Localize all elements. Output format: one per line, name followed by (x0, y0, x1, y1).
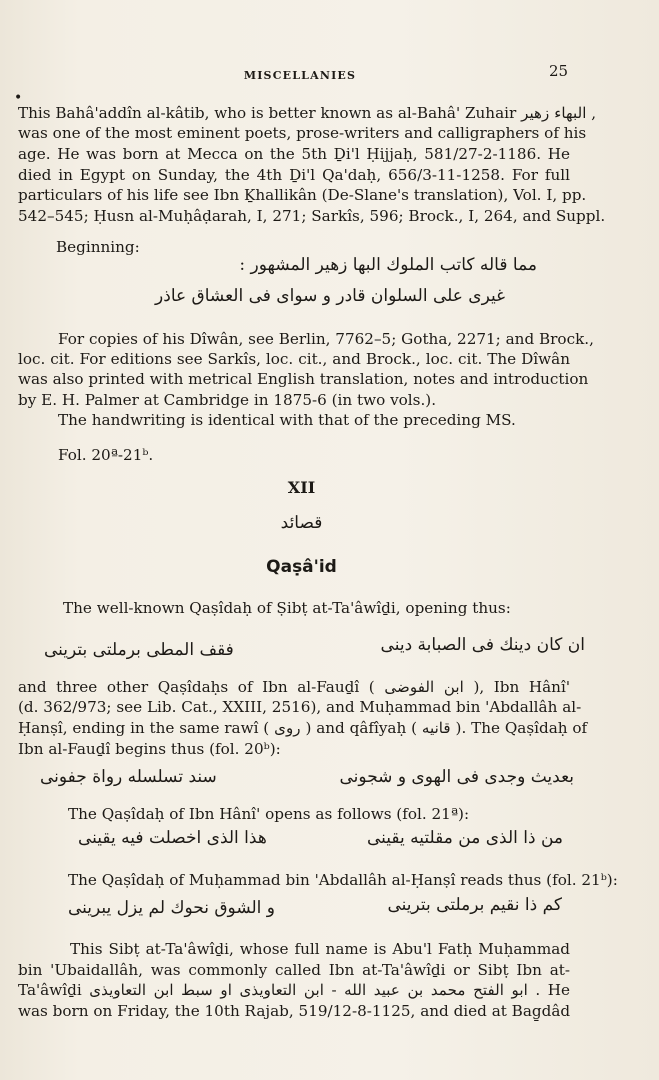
section-title: Qaṣâ'id (266, 557, 337, 577)
intro3-line: The Qaṣîdaḥ of Ibn Hânî' opens as follows (fol. 21ª): (68, 805, 470, 823)
folio-reference: Fol. 20ª-21ᵇ. (58, 446, 154, 464)
running-head: MISCELLANIES (243, 69, 357, 82)
beginning-arabic-2: غيرى على السلوان قادر و سواى فى العشاق عاذر (155, 286, 505, 306)
page-number: 25 (549, 62, 569, 80)
verse2-left: سند تسلسله رواة جفونى (40, 767, 217, 787)
para5-line-3: Ta'âwîḏi ابو الفتح محمد بن عبيد الله - ابن التعاويذى او سبط ابن التعاويذى . He (18, 981, 571, 999)
para1-line-5: particulars of his life see Ibn Ḵhallikân (De-Slane's translation), Vol. I, pp. (18, 186, 587, 204)
para4-line-1: and three other Qaṣîdaḥs of Ibn al-Fauḏî ( ابن الفوضى ), Ibn Hânî' (18, 678, 570, 696)
para2-line-2: loc. cit. For editions see Sarkîs, loc. cit., and Brock., loc. cit. The Dîwân (18, 350, 570, 368)
section-arabic: قصائد (280, 513, 323, 533)
verse3-right: من ذا الذى من مقلتيه يقينى (366, 828, 563, 848)
verse1-right: ان كان دينك فى الصبابة دينى (380, 635, 585, 655)
intro-line: The well-known Qaṣîdaḥ of Ṣibṭ at-Ta'âwîḏi, opening thus: (63, 599, 511, 617)
beginning-label: Beginning: (56, 238, 140, 256)
margin-bullet: • (14, 90, 23, 106)
para3: The handwriting is identical with that of the preceding MS. (58, 411, 516, 429)
verse4-right: كم ذا نقيم برملتى بترينى (387, 895, 562, 915)
para2-line-4: by E. H. Palmer at Cambridge in 1875-6 (in two vols.). (18, 391, 437, 409)
beginning-arabic-1: مما قاله كاتب الملوك البها زهير المشهور : (239, 255, 537, 275)
intro4-line: The Qaṣîdaḥ of Muḥammad bin 'Abdallâh al-Ḥanṣî reads thus (fol. 21ᵇ): (68, 871, 618, 889)
verse2-right: بعديث وجدى فى الهوى و شجونى (339, 767, 574, 787)
verse1-left: فقف المطى برملتى بترينى (44, 640, 234, 660)
para5-line-4: was born on Friday, the 10th Rajab, 519/12-8-1125, and died at Bag̱dâd (18, 1002, 571, 1020)
verse3-left: هذا الذى اخصلت فيه يقينى (78, 828, 267, 848)
para4-line-2: (d. 362/973; see Lib. Cat., XXIII, 2516), and Muḥammad bin 'Abdallâh al- (18, 698, 582, 716)
para4-line-3: Ḥanṣî, ending in the same rawî ( روى ) and qâfîyaḥ ( قانيه ). The Qaṣîdaḥ of (18, 719, 588, 737)
para1-line-3: age. He was born at Mecca on the 5th Ḏi'l Ḥijjaḥ, 581/27-2-1186. He (18, 145, 570, 163)
verse4-left: و الشوق نحوك لم يزل يبرينى (68, 898, 275, 918)
para1-line-2: was one of the most eminent poets, prose-writers and calligraphers of his (18, 124, 587, 142)
section-number: XII (287, 478, 316, 497)
para5-line-2: bin 'Ubaidallâh, was commonly called Ibn at-Ta'âwîḏi or Sibṭ Ibn at- (18, 961, 570, 979)
para4-line-4: Ibn al-Fauḏî begins thus (fol. 20ᵇ): (18, 740, 281, 758)
para2-line-3: was also printed with metrical English translation, notes and introduction (18, 370, 589, 388)
para1-line-1: This Bahâ'addîn al-kâtib, who is better known as al-Bahâ' Zuhair البهاء زهير , (18, 104, 597, 122)
para1-line-4: died in Egypt on Sunday, the 4th Ḏi'l Qa'daḥ, 656/3-11-1258. For full (18, 166, 570, 184)
para1-line-6: 542–545; Ḥusn al-Muḥâḍarah, I, 271; Sarkîs, 596; Brock., I, 264, and Suppl. (18, 207, 606, 225)
para2-line-1: For copies of his Dîwân, see Berlin, 7762–5; Gotha, 2271; and Brock., (58, 330, 594, 348)
para5-line-1: This Sibṭ at-Ta'âwîḏi, whose full name is Abu'l Fatḥ Muḥammad (70, 940, 570, 958)
